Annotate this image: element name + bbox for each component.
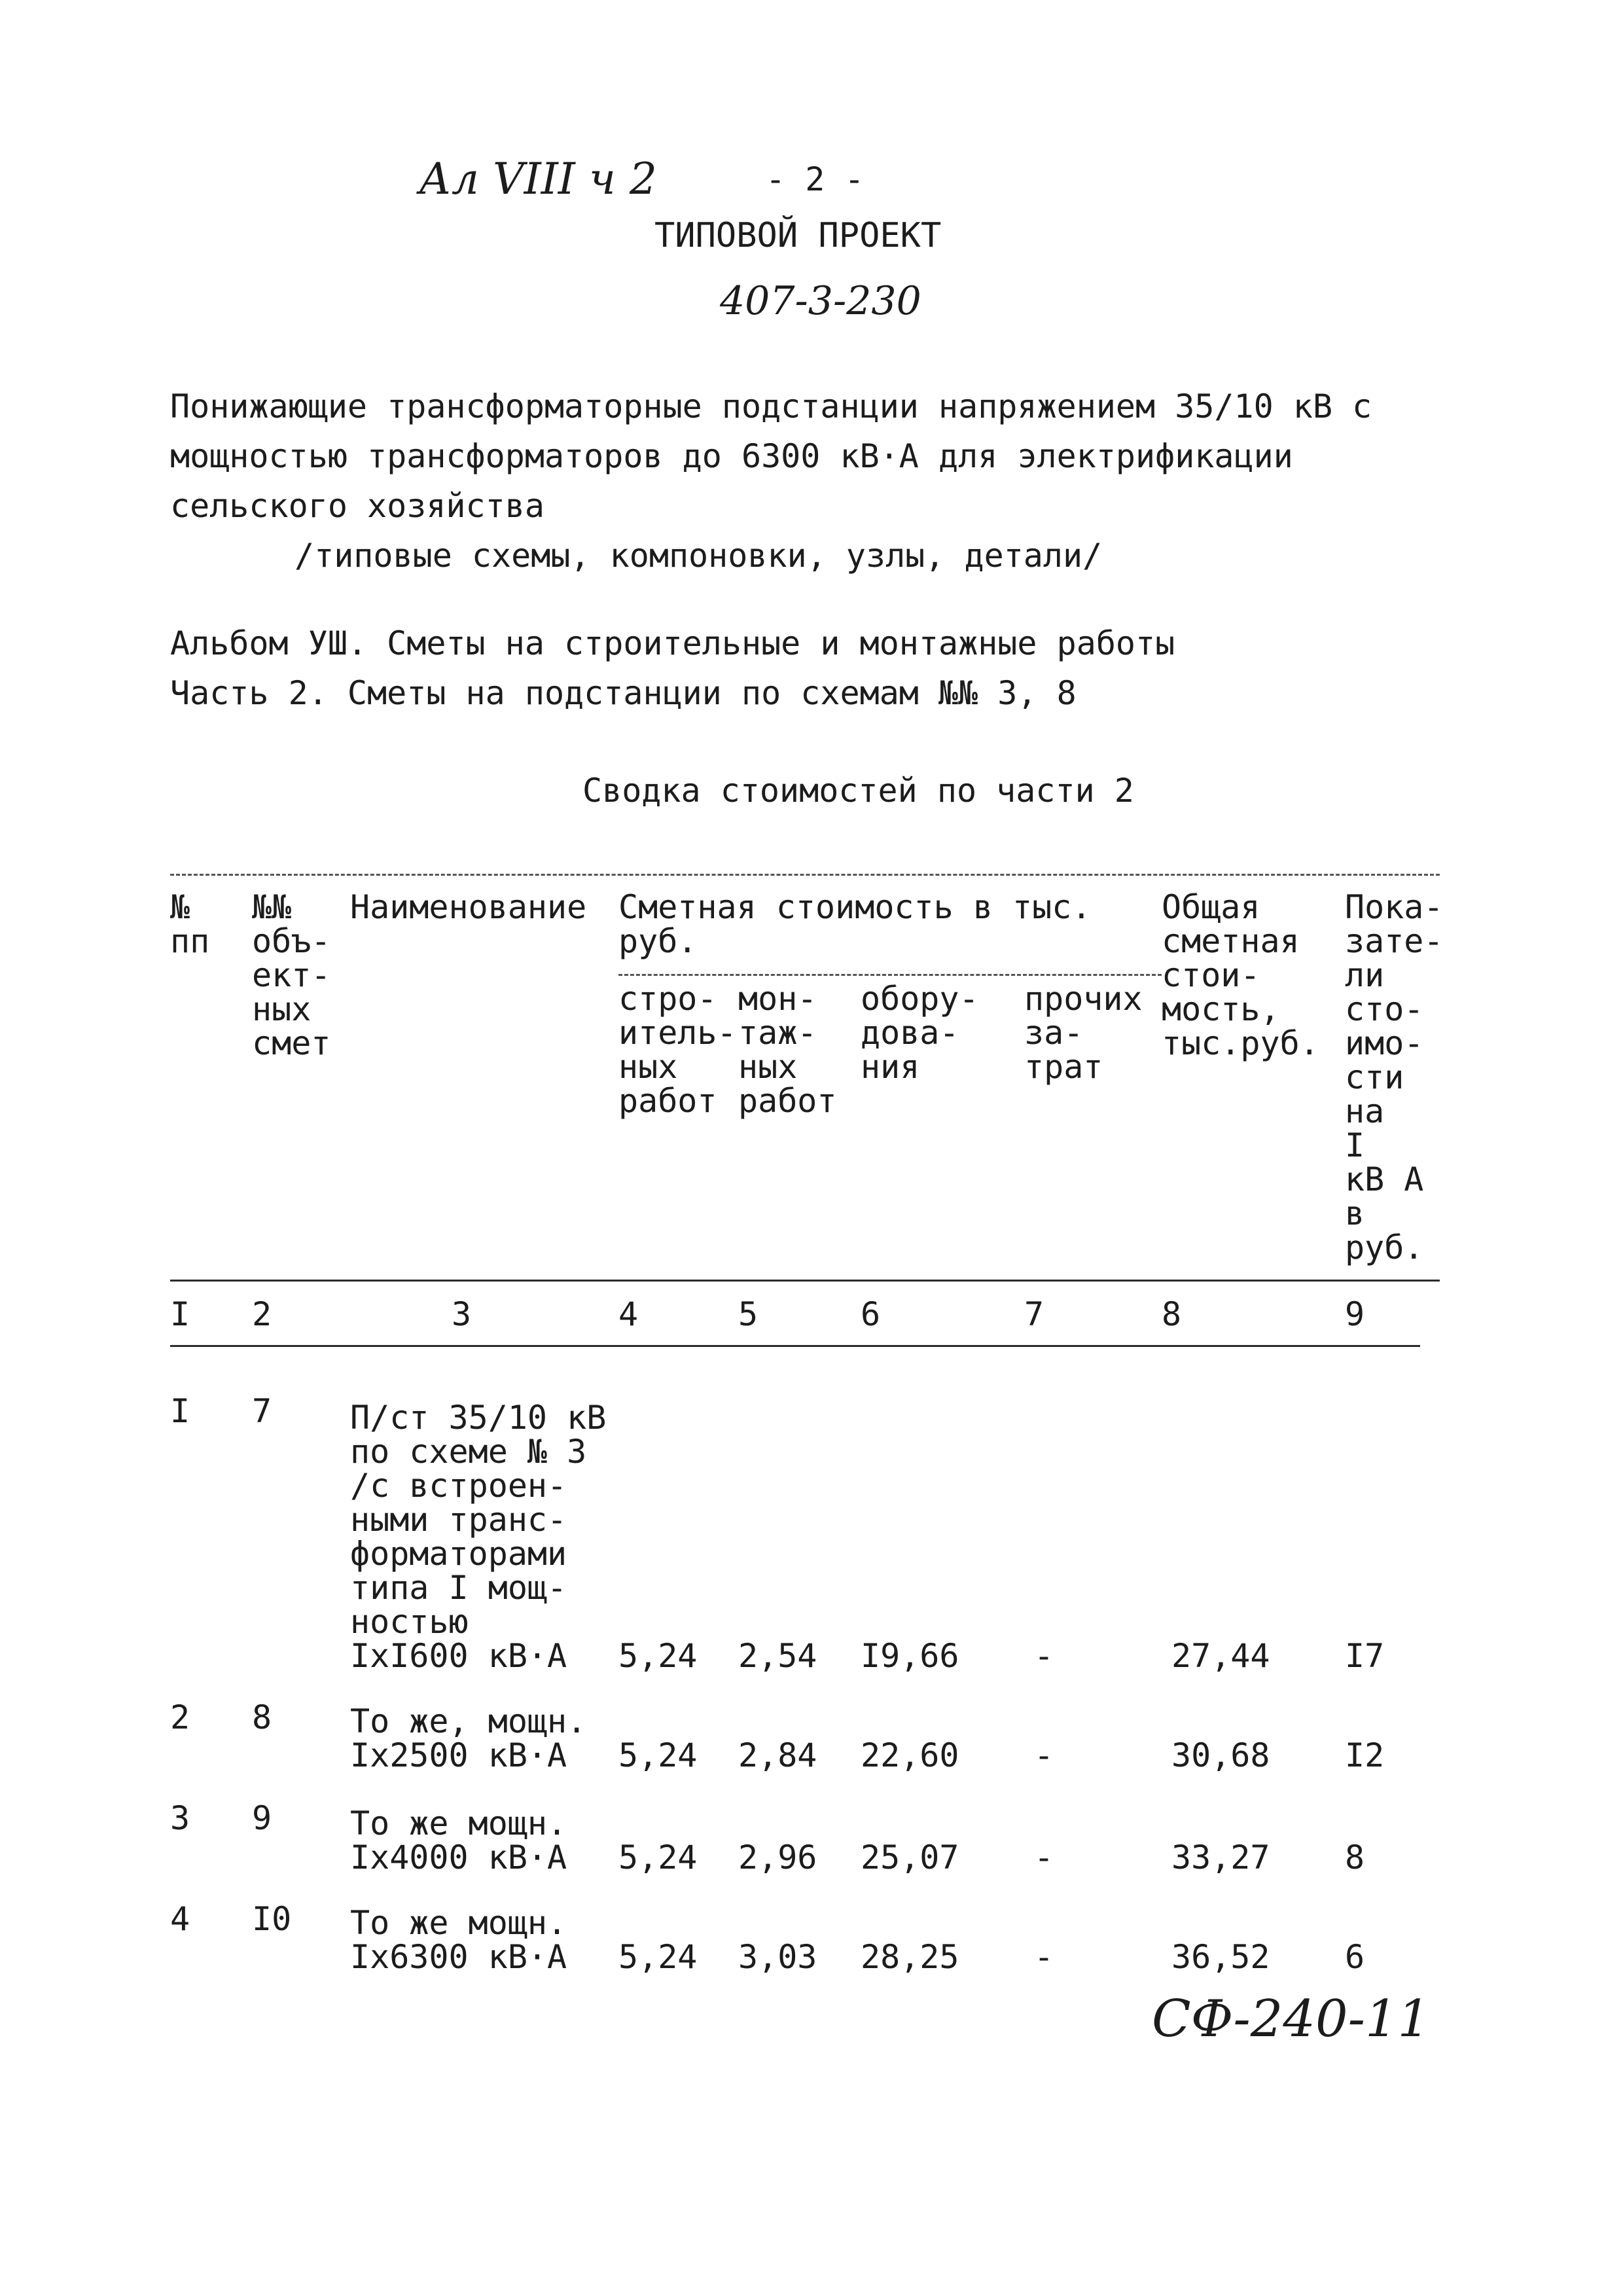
header-equipment: обору- дова- ния	[861, 980, 979, 1086]
title-line-4: /типовые схемы, компоновки, узлы, детали/	[294, 537, 1103, 575]
row-1-other: -	[1034, 1637, 1054, 1675]
title-line-2: мощностью трансформаторов до 6300 кВ·А для электрификации	[170, 437, 1293, 475]
row-2-construction: 5,24	[618, 1736, 698, 1774]
row-2-installation: 2,84	[738, 1736, 817, 1774]
row-1-indicator: I7	[1345, 1637, 1385, 1675]
row-3-num: 3	[170, 1799, 190, 1837]
row-3-installation: 2,96	[738, 1839, 817, 1876]
row-4-name: То же мощн. Ix6300 кВ·А	[350, 1904, 567, 1976]
row-2-equipment: 22,60	[861, 1736, 959, 1774]
row-2-total: 30,68	[1171, 1736, 1270, 1774]
doc-type: ТИПОВОЙ ПРОЕКТ	[654, 216, 942, 255]
row-3-indicator: 8	[1345, 1839, 1365, 1876]
header-total: Общая сметная стои- мость, тыс.руб.	[1162, 888, 1319, 1062]
row-3-equipment: 25,07	[861, 1839, 959, 1876]
row-2-indicator: I2	[1345, 1736, 1385, 1774]
album-line-2: Часть 2. Сметы на подстанции по схемам №№ 3, 8	[170, 674, 1077, 712]
row-3-construction: 5,24	[618, 1839, 698, 1876]
row-1-obj: 7	[252, 1392, 272, 1430]
cost-group-rule	[618, 974, 1162, 976]
row-3-other: -	[1034, 1839, 1054, 1876]
album-mark: Ал VIII ч 2	[419, 154, 657, 204]
column-number: 6	[861, 1295, 881, 1333]
header-cost-group: Сметная стоимость в тыс. руб.	[618, 888, 1092, 960]
header-name: Наименование	[350, 888, 587, 926]
album-line-1: Альбом УШ. Сметы на строительные и монтажные работы	[170, 624, 1175, 662]
column-number: 9	[1345, 1295, 1365, 1333]
row-4-num: 4	[170, 1900, 190, 1938]
column-number: 2	[252, 1295, 272, 1333]
row-3-name: То же мощн. Ix4000 кВ·А	[350, 1804, 567, 1876]
table-top-rule	[170, 874, 1440, 876]
header-construction: стро- итель- ных работ	[618, 980, 737, 1120]
header-indicator: Пока- зате- ли сто- имо- сти на I кВ А в руб.	[1345, 888, 1444, 1266]
document-stamp: СФ-240-11	[1152, 1990, 1431, 2049]
row-2-obj: 8	[252, 1698, 272, 1736]
row-4-installation: 3,03	[738, 1938, 817, 1976]
column-number: 5	[738, 1295, 758, 1333]
header-bottom-rule	[170, 1280, 1440, 1282]
row-4-other: -	[1034, 1938, 1054, 1976]
row-4-obj: I0	[252, 1900, 292, 1938]
row-1-total: 27,44	[1171, 1637, 1270, 1675]
header-num: № пп	[170, 888, 210, 960]
doc-number: 407-3-230	[720, 278, 921, 324]
row-3-obj: 9	[252, 1799, 272, 1837]
column-numbers-rule	[170, 1345, 1420, 1347]
title-line-1: Понижающие трансформаторные подстанции напряжением 35/10 кВ с	[170, 387, 1372, 425]
header-obj: №№ объ- ект- ных смет	[252, 888, 331, 1062]
title-line-3: сельского хозяйства	[170, 487, 544, 525]
column-number: 3	[452, 1295, 472, 1333]
column-number: I	[170, 1295, 190, 1333]
header-installation: мон- таж- ных работ	[738, 980, 837, 1120]
row-2-other: -	[1034, 1736, 1054, 1774]
header-other: прочих за- трат	[1024, 980, 1143, 1086]
row-2-name: То же, мощн. Ix2500 кВ·А	[350, 1702, 587, 1774]
column-number: 8	[1162, 1295, 1182, 1333]
row-4-total: 36,52	[1171, 1938, 1270, 1976]
page-number: - 2 -	[766, 160, 865, 198]
column-number: 7	[1024, 1295, 1044, 1333]
row-4-equipment: 28,25	[861, 1938, 959, 1976]
row-2-num: 2	[170, 1698, 190, 1736]
row-1-name: П/ст 35/10 кВ по схеме № 3 /с встроен- ными транс- форматорами типа I мощ- ностью IxI600 кВ·А	[350, 1399, 607, 1675]
row-1-num: I	[170, 1392, 190, 1430]
section-title: Сводка стоимостей по части 2	[582, 772, 1134, 810]
row-4-indicator: 6	[1345, 1938, 1365, 1976]
row-4-construction: 5,24	[618, 1938, 698, 1976]
column-number: 4	[618, 1295, 639, 1333]
row-1-installation: 2,54	[738, 1637, 817, 1675]
row-1-construction: 5,24	[618, 1637, 698, 1675]
row-3-total: 33,27	[1171, 1839, 1270, 1876]
row-1-equipment: I9,66	[861, 1637, 959, 1675]
